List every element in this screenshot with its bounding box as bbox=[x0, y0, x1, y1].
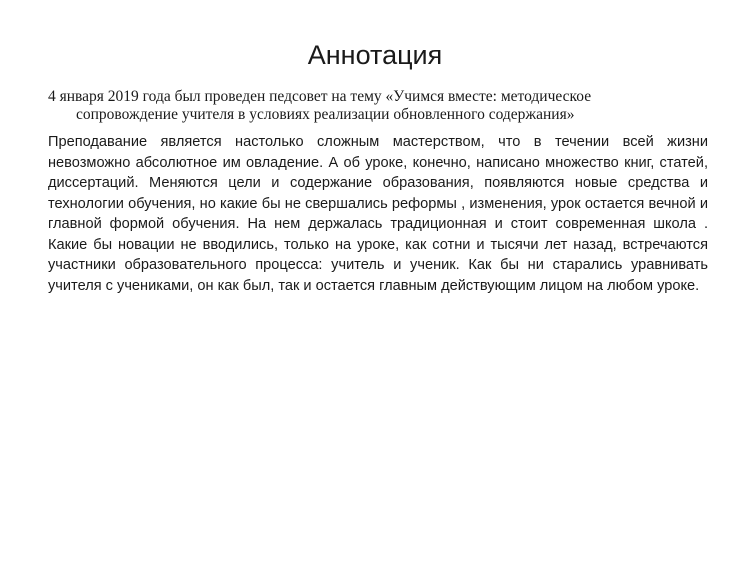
intro-line-2: сопровождение учителя в условиях реализации обновленного содержания» bbox=[76, 106, 575, 123]
intro-line-1: 4 января 2019 года был проведен педсовет на тему «Учимся вместе: методическое bbox=[48, 88, 592, 105]
intro-paragraph bbox=[48, 88, 708, 124]
annotation-body bbox=[48, 88, 708, 296]
page-title: Аннотация bbox=[307, 40, 443, 70]
body-paragraph: Преподавание является настолько сложным мастерством, что в течении всей жизни невозможно абсолютное им овладение. А об уроке, конечно, написано множество книг, статей, диссертаций. Меняются цели и содержание образования, появляются новые средства и технологии обучения, но какие бы не свершались реформы , изменения, урок остается вечной и главной формой обучения. На нем держалась традиционная и стоит современная школа . Какие бы новации не вводились, только на уроке, как сотни и тысячи лет назад, встречаются участники образовательного процесса: учитель и ученик. Как бы ни старались уравнивать учителя с учениками, он как был, так и остается главным действующим лицом на любом уроке. bbox=[48, 134, 708, 294]
